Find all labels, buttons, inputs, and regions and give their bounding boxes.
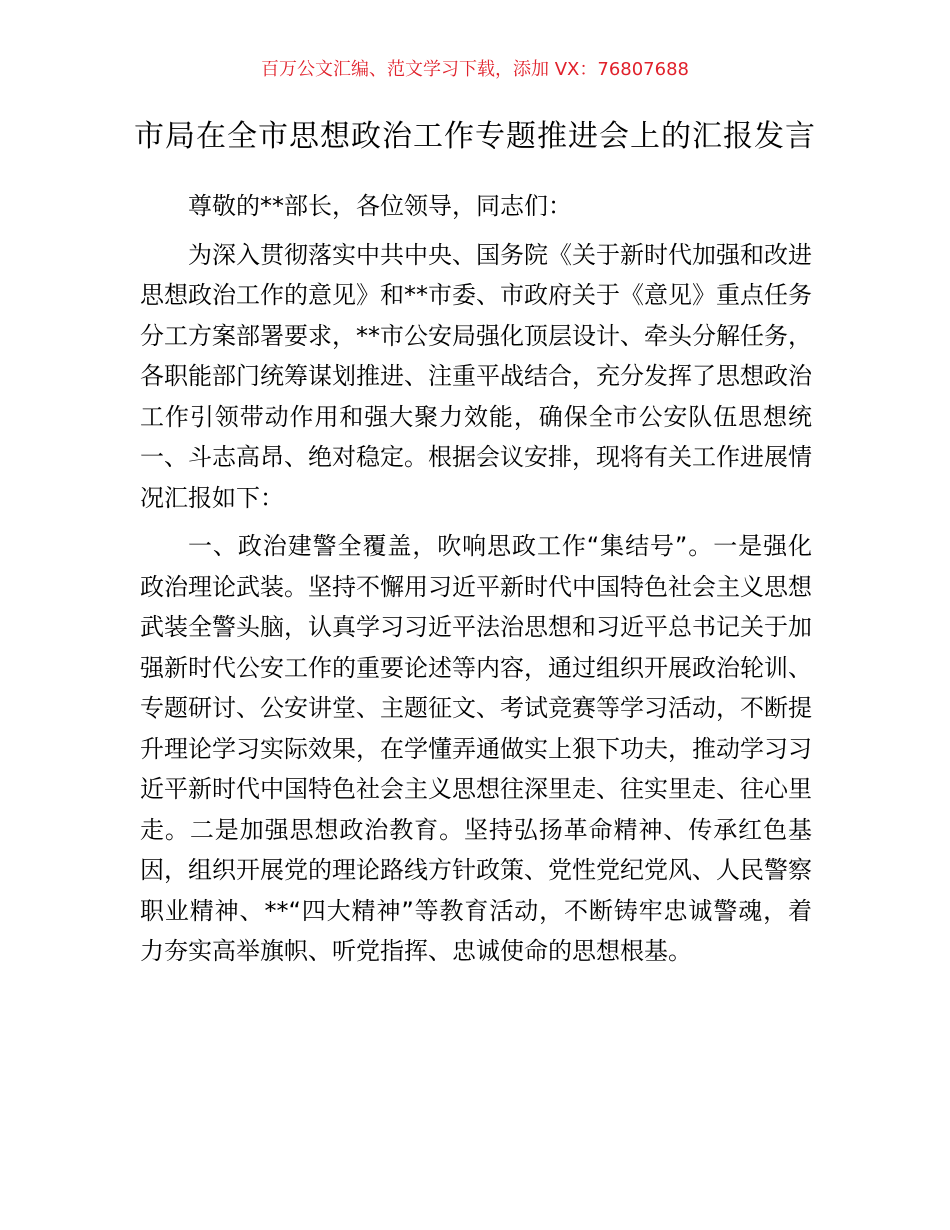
watermark-banner: 百万公文汇编、范文学习下载，添加 VX：76807688 [261, 59, 689, 80]
salutation-paragraph: 尊敬的**部长，各位领导，同志们： [188, 192, 572, 220]
section-one-paragraph: 一、政治建警全覆盖，吹响思政工作“集结号”。一是强化政治理论武装。坚持不懈用习近平新时代中国特色社会主义思想武装全警头脑，认真学习习近平法治思想和习近平总书记关于加强新时代公安工作的重要论述等内容，通过组织开展政治轮训、专题研讨、公安讲堂、主题征文、考试竞赛等学习活动，不断提升理论学习实际效果，在学懂弄通做实上狠下功夫，推动学习习近平新时代中国特色社会主义思想往深里走、往实里走、往心里走。二是加强思想政治教育。坚持弘扬革命精神、传承红色基因，组织开展党的理论路线方针政策、党性党纪党风、人民警察职业精神、**“四大精神”等教育活动，不断铸牢忠诚警魂，着力夯实高举旗帜、听党指挥、忠诚使命的思想根基。 [140, 532, 812, 965]
document-title: 市局在全市思想政治工作专题推进会上的汇报发言 [134, 119, 816, 154]
document-body [140, 186, 812, 980]
intro-paragraph: 为深入贯彻落实中共中央、国务院《关于新时代加强和改进思想政治工作的意见》和**市委、市政府关于《意见》重点任务分工方案部署要求，**市公安局强化顶层设计、牵头分解任务，各职能部门统筹谋划推进、注重平战结合，充分发挥了思想政治工作引领带动作用和强大聚力效能，确保全市公安队伍思想统一、斗志高昂、绝对稳定。根据会议安排，现将有关工作进展情况汇报如下： [140, 240, 812, 512]
